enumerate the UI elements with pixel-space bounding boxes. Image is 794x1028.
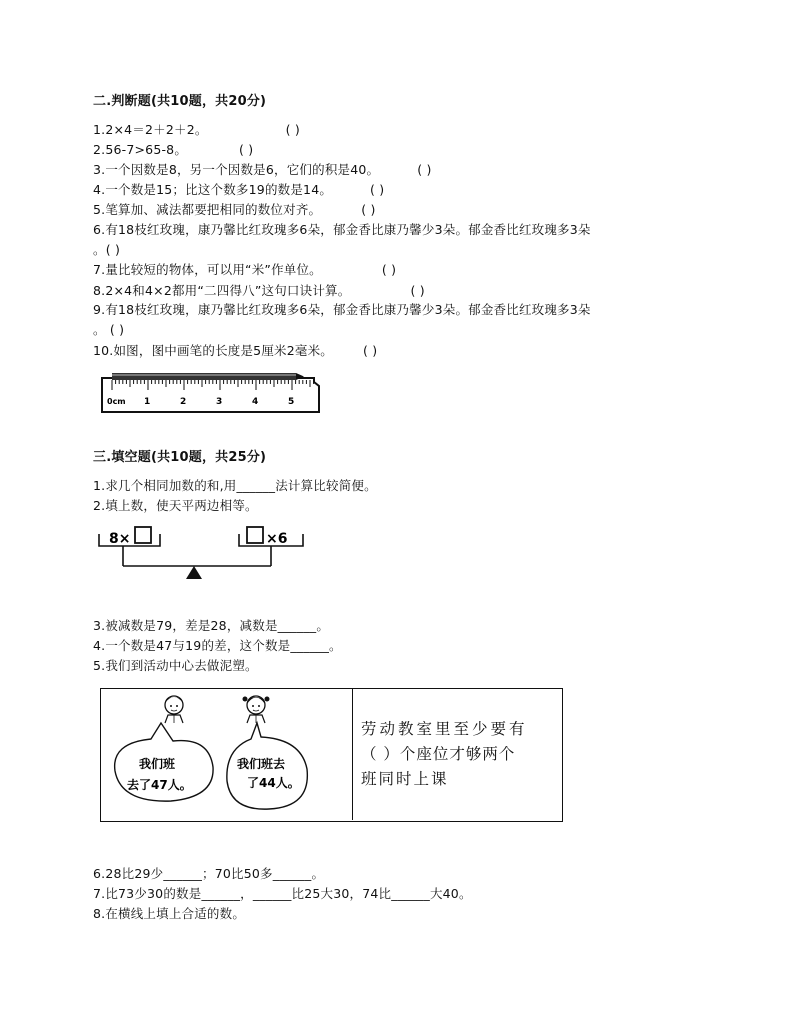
answer-paren[interactable]: ( ) — [361, 202, 376, 217]
bubble-right-line2: 了44人。 — [247, 776, 300, 790]
answer-paren[interactable]: ( ) — [381, 262, 397, 277]
ruler-label-1: 1 — [144, 397, 151, 407]
judgment-item-2 — [93, 142, 253, 158]
right-expression: ×6 — [266, 531, 288, 547]
judgment-item-9-continued[interactable]: 。 ( ) — [93, 322, 125, 337]
right-blank-box[interactable] — [247, 527, 263, 543]
clay-activity-box — [100, 688, 563, 822]
item-text: 5.笔算加、减法都要把相同的数位对齐。 — [93, 202, 322, 217]
box-divider — [352, 689, 353, 820]
fill-item-3: 3.被减数是79，差是28，减数是______。 — [93, 618, 330, 633]
children-illustration — [101, 689, 351, 820]
left-expression: 8× — [109, 531, 131, 547]
section-heading-judgment: 二.判断题(共10题，共20分) — [93, 94, 267, 109]
answer-paren[interactable]: ( ) — [239, 142, 254, 157]
item-text: 4.一个数是15；比这个数多19的数是14。 — [93, 182, 333, 197]
fill-item-4: 4.一个数是47与19的差，这个数是______。 — [93, 638, 342, 653]
judgment-item-6: 6.有18枝红玫瑰，康乃馨比红玫瑰多6朵，郁金香比康乃馨少3朵。郁金香比红玫瑰多3朵 — [93, 222, 591, 237]
ruler-illustration — [100, 368, 324, 416]
ruler-label-4: 4 — [252, 397, 259, 407]
item-text: 7.量比较短的物体，可以用“米”作单位。 — [93, 262, 322, 277]
judgment-item-10 — [93, 343, 377, 359]
judgment-item-8 — [93, 283, 425, 299]
fill-item-7: 7.比73少30的数是______，______比25大30，74比______大40。 — [93, 886, 472, 901]
judgment-item-7 — [93, 262, 396, 278]
ruler-label-0: 0cm — [107, 397, 126, 406]
answer-paren[interactable]: ( ) — [363, 343, 378, 358]
fill-item-5: 5.我们到活动中心去做泥塑。 — [93, 658, 258, 673]
panel-line-1: 劳动教室里至少要有 — [361, 720, 528, 738]
judgment-item-5 — [93, 202, 376, 218]
panel-line-3: 班同时上课 — [361, 770, 449, 788]
bubble-right-line1: 我们班去 — [237, 757, 286, 771]
panel-line-2: （ ）个座位才够两个 — [361, 745, 516, 763]
ruler-label-5: 5 — [288, 397, 295, 407]
judgment-item-6-continued[interactable]: 。( ) — [93, 242, 121, 257]
fill-item-8: 8.在横线上填上合适的数。 — [93, 906, 246, 921]
item-text: 8.2×4和4×2都用“二四得八”这句口诀计算。 — [93, 283, 351, 298]
judgment-item-1 — [93, 122, 300, 138]
boy-avatar — [165, 696, 183, 723]
left-blank-box[interactable] — [135, 527, 151, 543]
fulcrum — [186, 566, 202, 579]
answer-paren[interactable]: ( ) — [417, 162, 432, 177]
ruler-label-3: 3 — [216, 397, 223, 407]
item-text: 3.一个因数是8，另一个因数是6，它们的积是40。 — [93, 162, 380, 177]
girl-avatar — [243, 696, 270, 723]
fill-item-6: 6.28比29少______；70比50多______。 — [93, 866, 325, 881]
answer-paren[interactable]: ( ) — [410, 283, 425, 298]
fill-item-1: 1.求几个相同加数的和,用______法计算比较简便。 — [93, 478, 377, 493]
bubble-left-line1: 我们班 — [139, 757, 176, 771]
judgment-item-4 — [93, 182, 384, 198]
judgment-item-3 — [93, 162, 432, 178]
answer-paren[interactable]: ( ) — [285, 122, 300, 137]
fill-item-2: 2.填上数，使天平两边相等。 — [93, 498, 258, 513]
item-text: 2.56-7>65-8。 — [93, 142, 188, 157]
ruler-body — [102, 378, 319, 412]
answer-paren[interactable]: ( ) — [370, 182, 385, 197]
bubble-left-line2: 去了47人。 — [127, 778, 192, 792]
item-text: 10.如图，图中画笔的长度是5厘米2毫米。 — [93, 343, 333, 358]
ruler-label-2: 2 — [180, 397, 187, 407]
item-text: 1.2×4＝2＋2＋2。 — [93, 122, 208, 137]
judgment-item-9: 9.有18枝红玫瑰，康乃馨比红玫瑰多6朵，郁金香比康乃馨少3朵。郁金香比红玫瑰多3朵 — [93, 302, 591, 317]
balance-scale-illustration — [96, 522, 316, 584]
section-heading-fill-in: 三.填空题(共10题，共25分) — [93, 450, 267, 465]
